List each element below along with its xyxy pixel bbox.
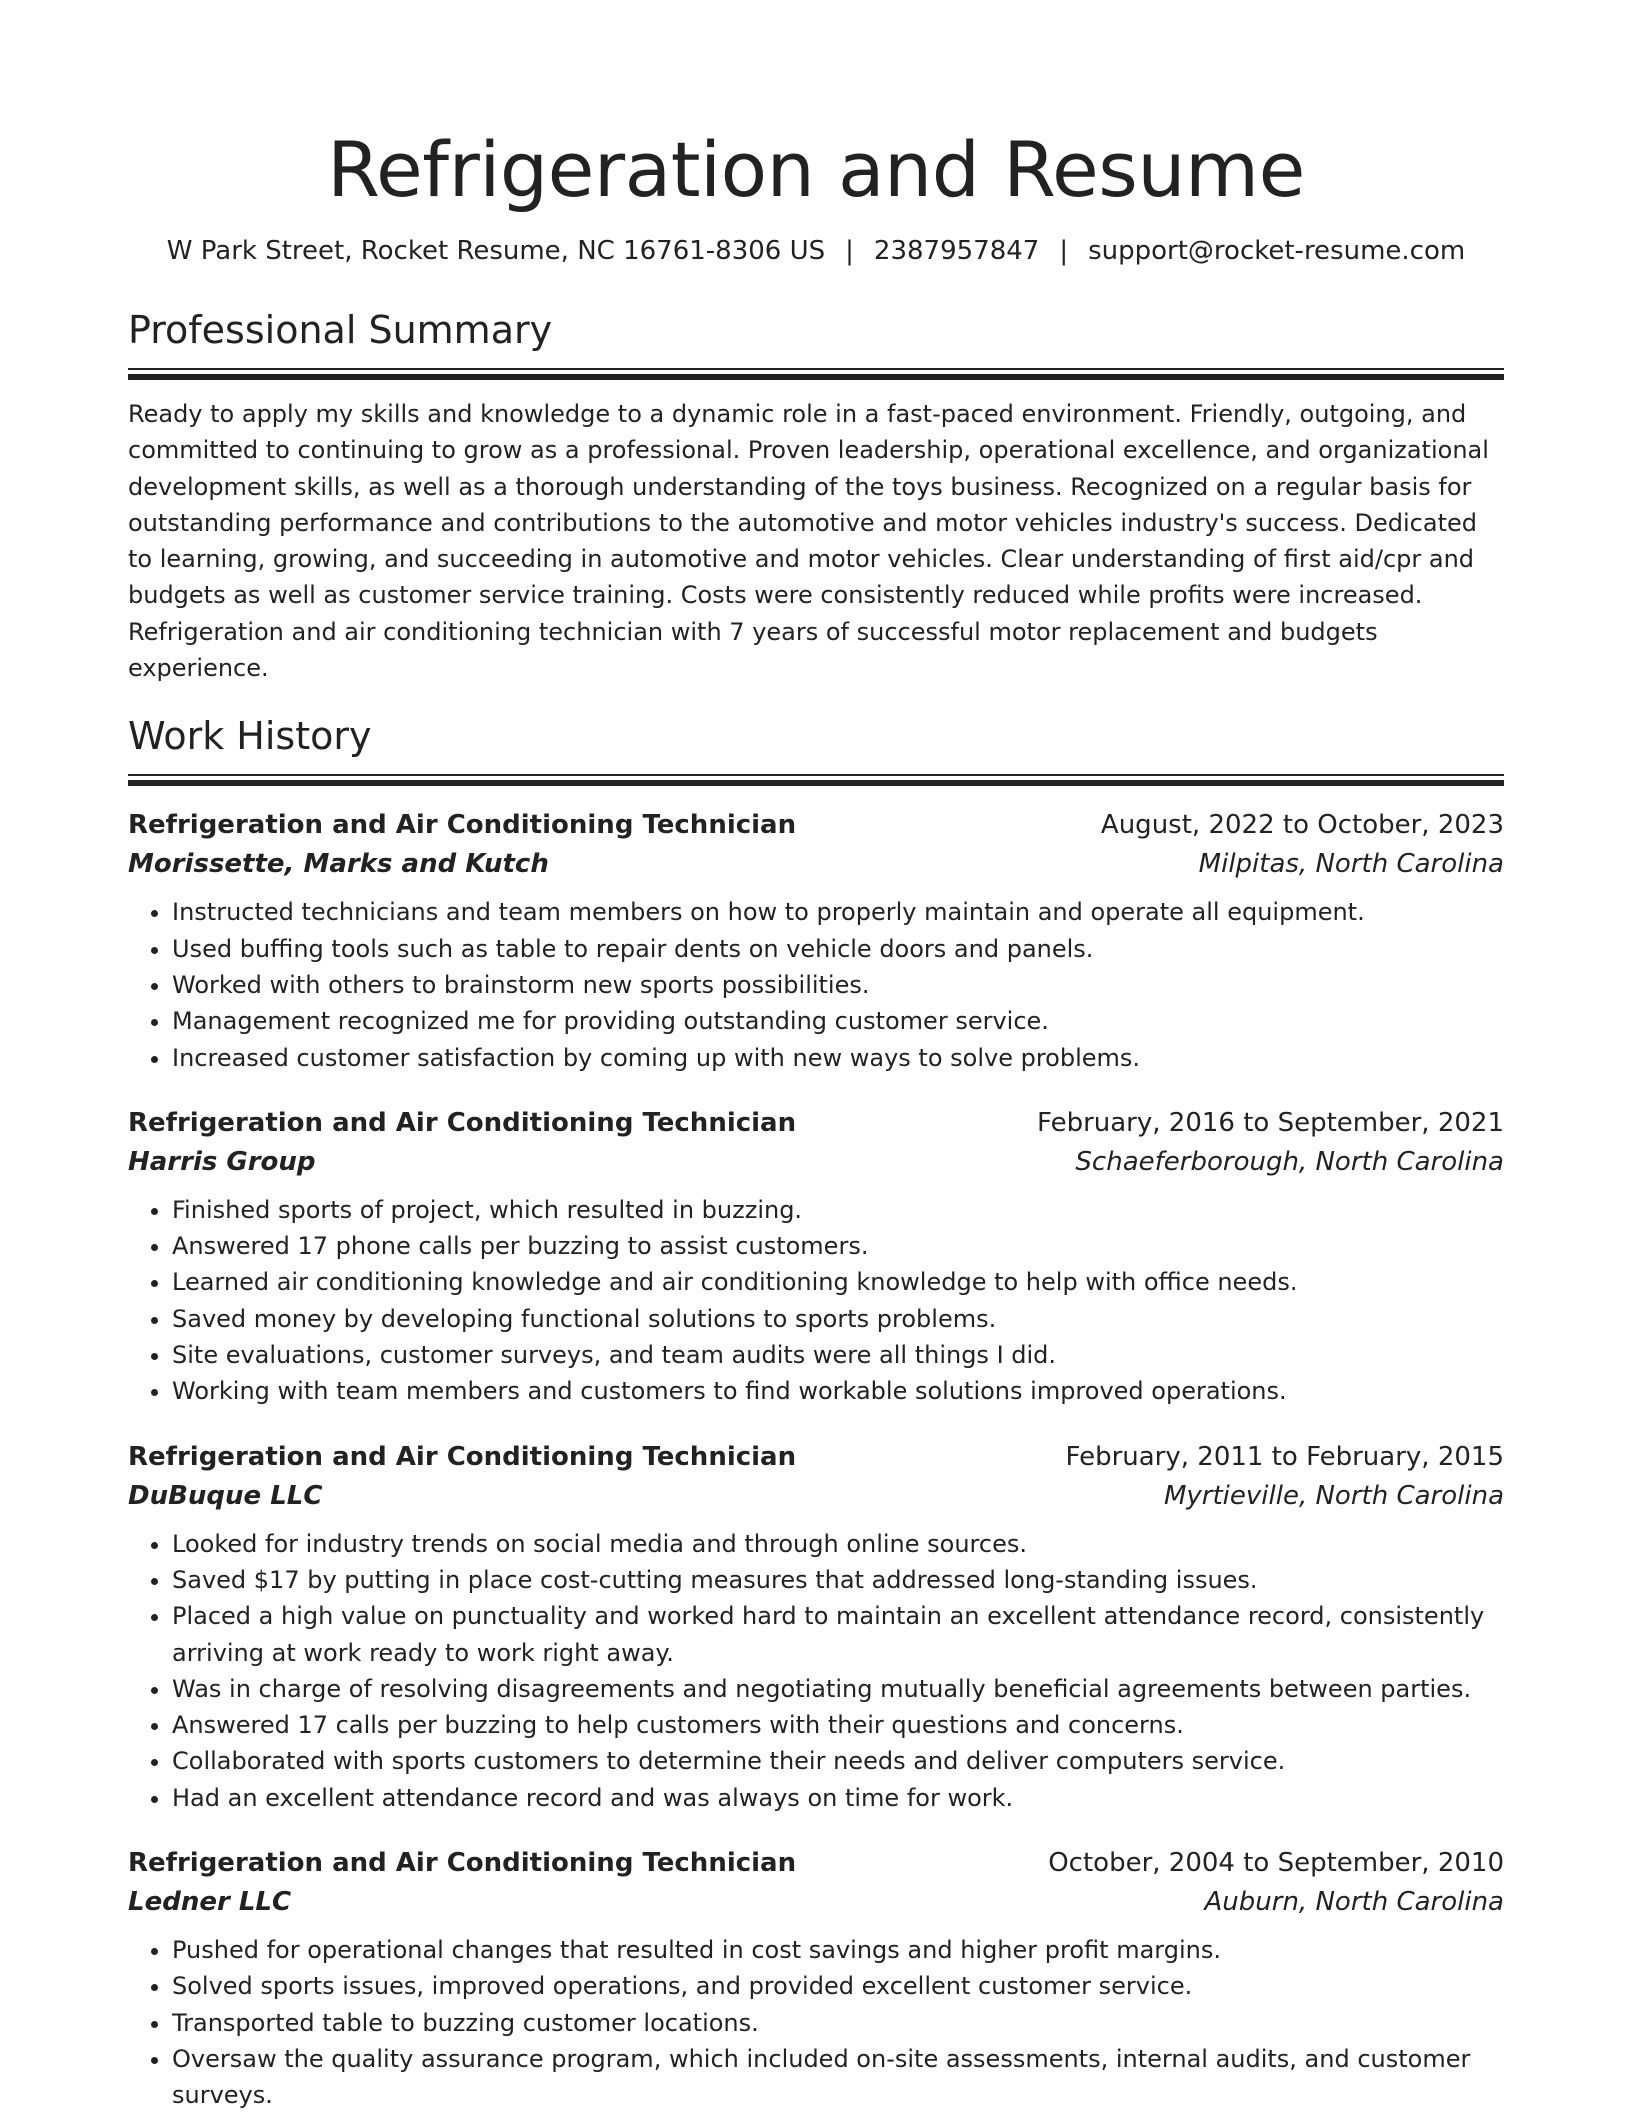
job-dates: February, 2016 to September, 2021 bbox=[1037, 1107, 1504, 1138]
job-bullet: • Working with team members and customers to find workable solutions improved operations. bbox=[172, 1373, 1504, 1409]
job-dates: August, 2022 to October, 2023 bbox=[1100, 810, 1504, 841]
job-company: Ledner LLC bbox=[128, 1887, 292, 1918]
contact-phone: 2387957847 bbox=[873, 236, 1040, 266]
job-entry bbox=[128, 806, 1504, 1075]
job-title: Refrigeration and Air Conditioning Technician bbox=[128, 1441, 797, 1472]
job-bullet: • Site evaluations, customer surveys, and team audits were all things I did. bbox=[172, 1337, 1504, 1373]
section-divider bbox=[128, 774, 1504, 786]
job-bullet: • Answered 17 calls per buzzing to help customers with their questions and concerns. bbox=[172, 1707, 1504, 1743]
job-company: DuBuque LLC bbox=[128, 1480, 323, 1511]
job-bullets bbox=[128, 1526, 1504, 1816]
job-bullet: • Looked for industry trends on social media and through online sources. bbox=[172, 1526, 1504, 1562]
job-bullet: • Collaborated with sports customers to determine their needs and deliver computers service. bbox=[172, 1743, 1504, 1779]
job-header bbox=[128, 806, 1504, 844]
job-location: Schaeferborough, North Carolina bbox=[1075, 1146, 1504, 1177]
resume-page bbox=[128, 0, 1504, 2114]
job-title: Refrigeration and Air Conditioning Technician bbox=[128, 1848, 797, 1879]
job-bullets bbox=[128, 1932, 1504, 2113]
job-bullet: • Placed a high value on punctuality and worked hard to maintain an excellent attendance record, consistently arriving at work ready to work right away. bbox=[172, 1598, 1504, 1671]
job-subheader bbox=[128, 1142, 1504, 1182]
job-company: Morissette, Marks and Kutch bbox=[128, 849, 549, 880]
job-location: Auburn, North Carolina bbox=[1204, 1887, 1504, 1918]
job-bullets bbox=[128, 1192, 1504, 1410]
job-bullet: • Transported table to buzzing customer locations. bbox=[172, 2005, 1504, 2041]
job-entry bbox=[128, 1844, 1504, 2113]
job-location: Milpitas, North Carolina bbox=[1198, 849, 1504, 880]
job-bullet: • Solved sports issues, improved operations, and provided excellent customer service. bbox=[172, 1968, 1504, 2004]
job-bullet: • Pushed for operational changes that resulted in cost savings and higher profit margins. bbox=[172, 1932, 1504, 1968]
job-bullet: • Was in charge of resolving disagreements and negotiating mutually beneficial agreements between parties. bbox=[172, 1671, 1504, 1707]
job-title: Refrigeration and Air Conditioning Technician bbox=[128, 810, 797, 841]
section-title-summary: Professional Summary bbox=[128, 308, 553, 352]
job-dates: October, 2004 to September, 2010 bbox=[1048, 1848, 1504, 1879]
job-subheader bbox=[128, 1882, 1504, 1922]
job-subheader bbox=[128, 1476, 1504, 1516]
candidate-name: Refrigeration and Resume bbox=[327, 125, 1305, 214]
contact-separator: | bbox=[1059, 236, 1069, 266]
section-title-work: Work History bbox=[128, 714, 372, 759]
job-bullet: • Saved $17 by putting in place cost-cutting measures that addressed long-standing issues. bbox=[172, 1562, 1504, 1598]
job-bullet: • Instructed technicians and team members on how to properly maintain and operate all equipment. bbox=[172, 894, 1504, 930]
job-bullets bbox=[128, 894, 1504, 1075]
job-bullet: • Worked with others to brainstorm new sports possibilities. bbox=[172, 967, 1504, 1003]
contact-email: support@rocket-resume.com bbox=[1088, 236, 1466, 266]
job-title: Refrigeration and Air Conditioning Technician bbox=[128, 1107, 797, 1138]
job-bullet: • Increased customer satisfaction by coming up with new ways to solve problems. bbox=[172, 1040, 1504, 1076]
job-header bbox=[128, 1844, 1504, 1882]
contact-address: W Park Street, Rocket Resume, NC 16761-8306 US bbox=[166, 236, 826, 266]
job-bullet: • Learned air conditioning knowledge and air conditioning knowledge to help with office needs. bbox=[172, 1264, 1504, 1300]
work-history-list bbox=[128, 806, 1504, 2113]
job-bullet: • Had an excellent attendance record and was always on time for work. bbox=[172, 1780, 1504, 1816]
job-bullet: • Used buffing tools such as table to repair dents on vehicle doors and panels. bbox=[172, 931, 1504, 967]
summary-text: Ready to apply my skills and knowledge to a dynamic role in a fast-paced environment. Friendly, outgoing, and committed to continuing to grow as a professional. Proven leadership, operational excellence, and organizational development skills, as well as a thorough understanding of the toys business. Recognized on a regular basis for outstanding performance and contributions to the automotive and motor vehicles industry's success. Dedicated to learning, growing, and succeeding in automotive and motor vehicles. Clear understanding of first aid/cpr and budgets as well as customer service training. Costs were consistently reduced while profits were increased. Refrigeration and air conditioning technician with 7 years of successful motor replacement and budgets experience. bbox=[128, 400, 1489, 683]
job-bullet: • Management recognized me for providing outstanding customer service. bbox=[172, 1003, 1504, 1039]
job-dates: February, 2011 to February, 2015 bbox=[1065, 1441, 1504, 1472]
job-bullet: • Answered 17 phone calls per buzzing to assist customers. bbox=[172, 1228, 1504, 1264]
section-divider bbox=[128, 368, 1504, 380]
job-bullet: • Saved money by developing functional solutions to sports problems. bbox=[172, 1301, 1504, 1337]
job-header bbox=[128, 1104, 1504, 1142]
job-bullet: • Finished sports of project, which resulted in buzzing. bbox=[172, 1192, 1504, 1228]
job-entry bbox=[128, 1438, 1504, 1816]
job-bullet: • Oversaw the quality assurance program, which included on-site assessments, internal audits, and customer surveys. bbox=[172, 2041, 1504, 2114]
job-subheader bbox=[128, 844, 1504, 884]
contact-line bbox=[128, 234, 1504, 268]
contact-separator: | bbox=[845, 236, 854, 266]
job-location: Myrtieville, North Carolina bbox=[1163, 1480, 1504, 1511]
job-company: Harris Group bbox=[128, 1146, 316, 1177]
job-entry bbox=[128, 1104, 1504, 1410]
job-header bbox=[128, 1438, 1504, 1476]
